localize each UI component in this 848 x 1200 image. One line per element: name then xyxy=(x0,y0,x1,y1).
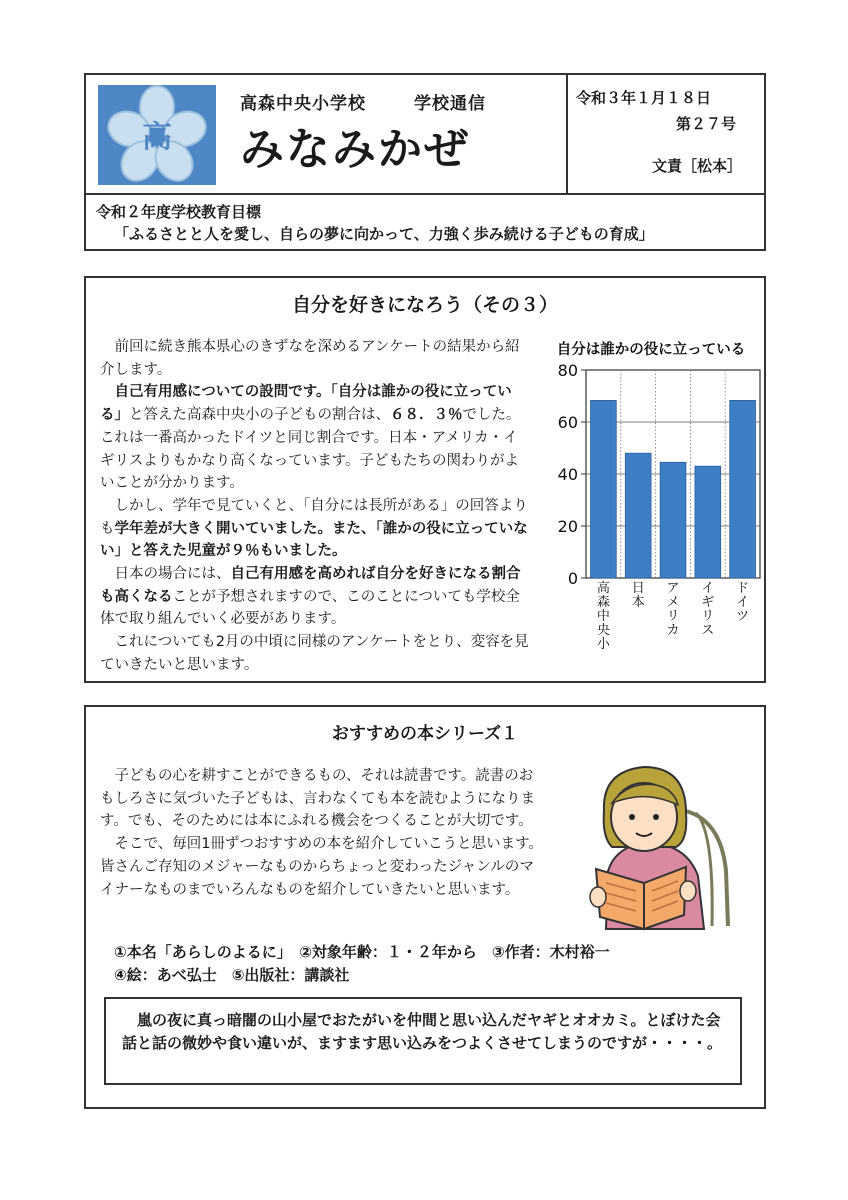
school-name: 高森中央小学校 xyxy=(240,94,366,114)
book-summary: 嵐の夜に真っ暗闇の山小屋でおたがいを仲間と思い込んだヤギとオオカミ。とぼけた会話と話の微妙や食い違いが、ますます思い込みをつよくさせてしまうのですが・・・・。 xyxy=(122,1011,723,1052)
article1-paragraph: 前回に続き熊本県心のきずなを深めるアンケートの結果から紹介します。 xyxy=(100,339,520,378)
reading-child-illustration xyxy=(536,751,748,931)
article1-title: 自分を好きになろう（その３） xyxy=(291,294,558,316)
article1-body xyxy=(100,336,532,677)
book-info xyxy=(114,941,610,987)
goal-label: 令和２年度学校教育目標 xyxy=(96,203,262,221)
x-category-label: 日本 xyxy=(631,581,645,610)
article1-paragraph: しかし、学年で見ていくと、「自分には長所がある」の回答よりも学年差が大きく開いていました。また、「誰かの役に立っていない」と答えた児童が９％もいました。 xyxy=(100,497,528,560)
x-category-label: ドイツ xyxy=(736,581,750,624)
bar xyxy=(625,453,651,578)
bar xyxy=(660,462,686,578)
issue-number: 第２７号 xyxy=(676,115,737,133)
bar xyxy=(695,466,721,578)
article1-paragraph: 日本の場合には、自己有用感を高めれば自分を好きになる割合も高くなることが予想されますので、このことについても学校全体で取り組んでいく必要があります。 xyxy=(100,566,521,628)
x-category-label: アメリカ xyxy=(666,581,680,638)
newsletter-title: みなみかぜ xyxy=(240,124,470,175)
cherry-blossom-icon xyxy=(98,85,216,185)
x-category-label: イギリス xyxy=(701,581,715,638)
article1-paragraph: これについても2月の中頃に同様のアンケートをとり、変容を見ていきたいと思います。 xyxy=(100,634,529,673)
chart-svg xyxy=(538,334,764,680)
x-category-label: 高森中央小 xyxy=(596,581,610,652)
y-tick-label: 20 xyxy=(557,517,578,536)
y-tick-label: 60 xyxy=(557,413,578,432)
school-goal xyxy=(84,193,766,251)
article2-body xyxy=(100,765,544,901)
goal-text: 「ふるさとと人を愛し、自らの夢に向かって、力強く歩み続ける子どもの育成」 xyxy=(114,225,654,243)
newsletter-header xyxy=(84,73,766,195)
article-recommended-books xyxy=(84,705,766,1109)
usefulness-bar-chart xyxy=(538,334,764,680)
book-info-line1: ①本名「あらしのよるに」 ②対象年齢：１・２年から ③作者：木村裕一 xyxy=(114,943,610,961)
article2-title: おすすめの本シリーズ１ xyxy=(331,724,519,744)
chart-title: 自分は誰かの役に立っている xyxy=(556,342,746,358)
y-tick-label: 0 xyxy=(567,569,578,588)
author: 文責［松本］ xyxy=(652,157,743,175)
y-tick-label: 80 xyxy=(557,361,578,380)
book-info-line2: ④絵：あべ弘士 ⑤出版社：講談社 xyxy=(114,966,350,984)
logo-char: 高 xyxy=(142,120,172,155)
y-tick-label: 40 xyxy=(557,465,578,484)
article-like-yourself xyxy=(84,276,766,683)
issue-date: 令和３年１月１８日 xyxy=(576,89,712,107)
article2-paragraph: そこで、毎回1冊ずつおすすめの本を紹介していこうと思います。皆さんご存知のメジャーなものからちょっと変わったジャンルのマイナーなものまでいろんなものを紹介していきたいと思います。 xyxy=(100,836,543,898)
book-summary-box xyxy=(104,997,742,1085)
header-divider xyxy=(566,75,568,193)
reading-child-icon xyxy=(536,751,748,931)
bar xyxy=(591,400,617,578)
article1-paragraph: 自己有用感についての設問です。「自分は誰かの役に立っている」と答えた高森中央小の子どもの割合は、６８．３％でした。これは一番高かったドイツと同じ割合です。日本・アメリカ・イギリスよりもかなり高くなっています。子どもたちの関わりがよいことが分かります。 xyxy=(100,384,521,492)
newsletter-kind: 学校通信 xyxy=(414,94,486,114)
school-logo xyxy=(98,85,216,185)
article2-paragraph: 子どもの心を耕すことができるもの、それは読書です。読書のおもしろさに気づいた子どもは、言わなくても本を読むようになります。でも、そのためには本にふれる機会をつくることが大切です。 xyxy=(100,768,535,830)
bar xyxy=(730,400,756,578)
